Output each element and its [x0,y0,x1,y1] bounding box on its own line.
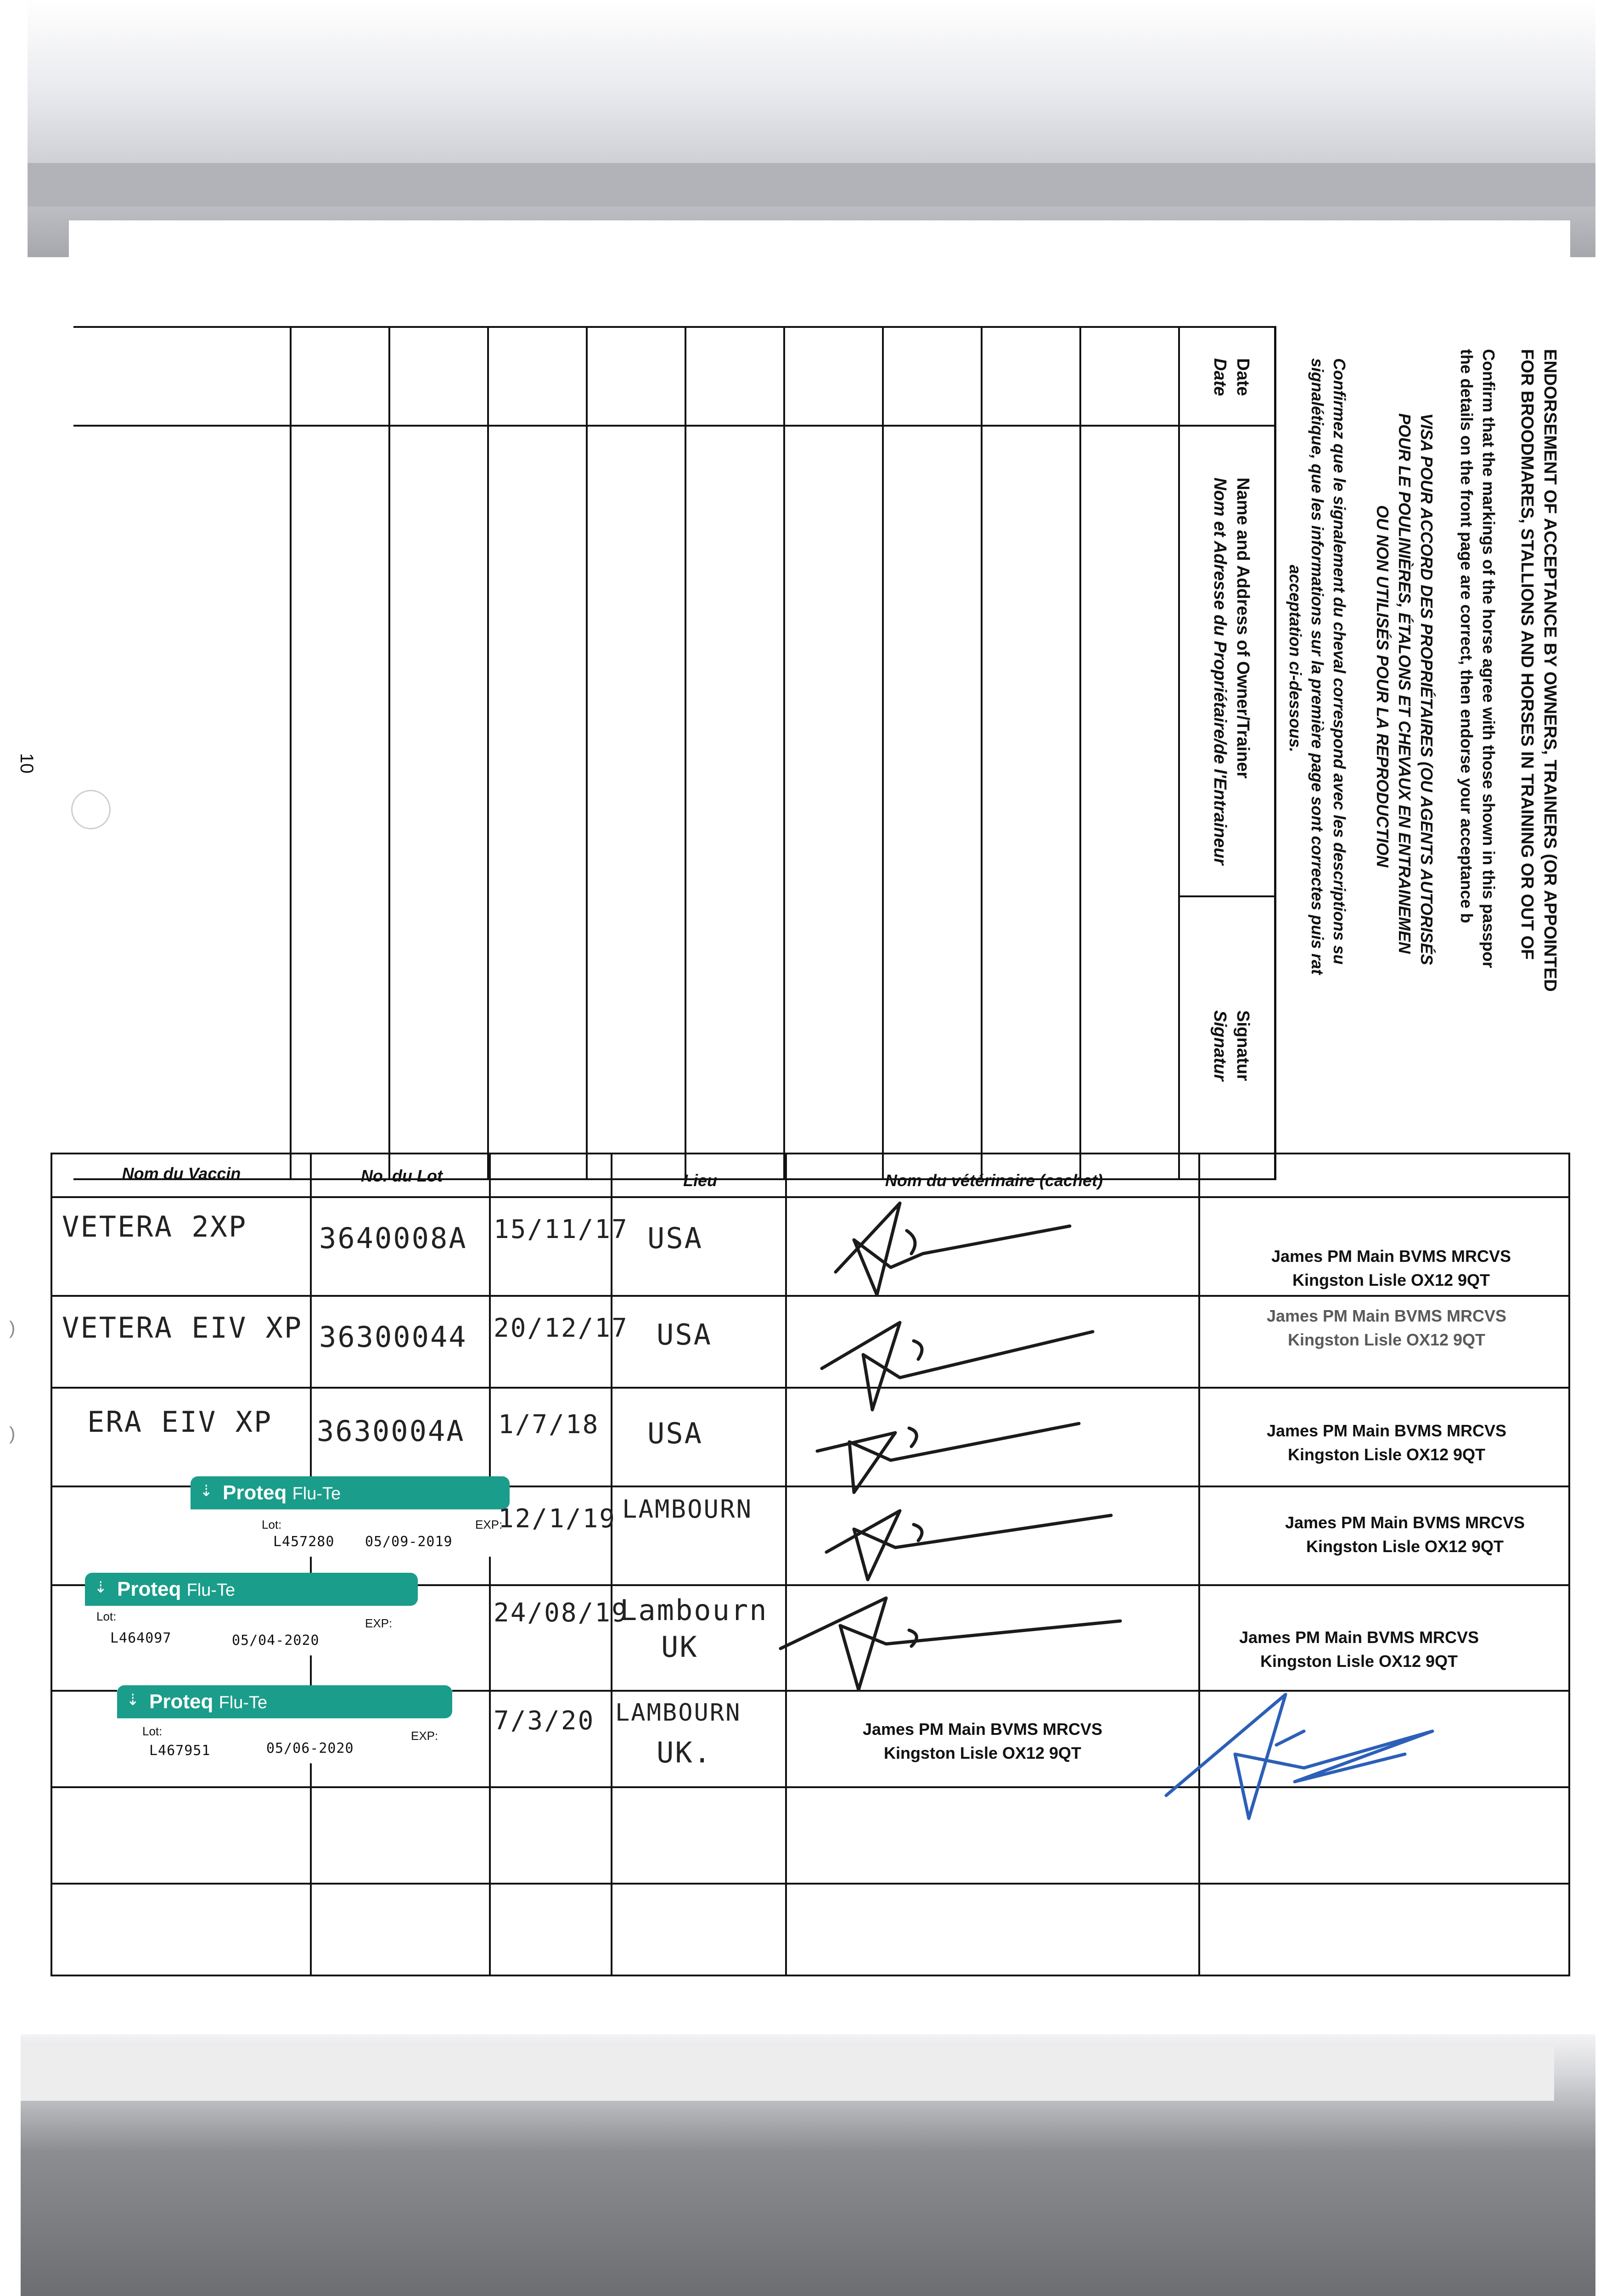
confirmez-text-3: acceptation ci-dessous. [1286,565,1305,753]
row5-place-country: UK [661,1630,698,1664]
signature-row2 [822,1322,1093,1410]
sticker-brand-bar: Proteq Flu-Te [117,1685,452,1718]
col-name-en: Name and Address of Owner/Trainer [1233,478,1252,779]
col-sig-en: Signatur [1233,1010,1252,1081]
row3-vet-stamp: James PM Main BVMS MRCVS Kingston Lisle OX12 9QT [1266,1421,1507,1464]
signature-row3 [817,1424,1079,1492]
edge-mark: ) [9,1424,16,1444]
header-place: Lieu [683,1171,717,1190]
row2-vet-stamp: James PM Main BVMS MRCVS Kingston Lisle OX12 9QT [1266,1306,1507,1349]
visa-text-2: POUR LE POULINIÈRES, ÉTALONS ET CHEVAUX EN ENTRAINEMEN [1395,413,1414,954]
col-date-en: Date [1233,358,1252,396]
sticker-brand-bar: Proteq Flu-Te [191,1476,510,1509]
row2-date: 20/12/17 [494,1313,629,1343]
row2-vaccine: VETERA EIV XP [62,1311,303,1345]
row1-lot: 3640008A [319,1221,467,1255]
row4-vaccine-sticker: Proteq Flu-Te ⇣ Lot: EXP: L457280 05/09-2019 [191,1476,510,1557]
row1-place: USA [647,1221,703,1255]
confirm-text-2: the details on the front page are correct, then endorse your acceptance b [1457,349,1476,923]
row1-vet-stamp: James PM Main BVMS MRCVS Kingston Lisle OX12 9QT [1271,1247,1511,1289]
row4-vet-stamp: James PM Main BVMS MRCVS Kingston Lisle OX12 9QT [1285,1513,1525,1556]
confirmez-text-1: Confirmez que le signalement du cheval correspond avec les descriptions su [1330,358,1349,965]
row6-vet-stamp: James PM Main BVMS MRCVS Kingston Lisle OX12 9QT [862,1720,1103,1762]
col-date-fr: Date [1210,358,1230,396]
sticker-brand-bar: Proteq Flu-Te [85,1573,418,1606]
signature-row1 [836,1203,1070,1295]
row3-lot: 3630004A [317,1414,465,1448]
row1-date: 15/11/17 [494,1215,629,1244]
header-lot: No. du Lot [361,1166,443,1185]
col-sig-fr: Signatur [1210,1010,1230,1081]
endorsement-title-2: FOR BROODMARES, STALLIONS AND HORSES IN TRAINING OR OUT OF [1517,349,1537,960]
row4-date: 12/1/19 [498,1504,617,1534]
row3-place: USA [647,1417,703,1450]
download-arrow-icon: ⇣ [200,1482,213,1500]
row6-place: LAMBOURN [615,1699,741,1727]
header-vaccine: Nom du Vaccin [122,1164,241,1183]
row4-place: LAMBOURN [622,1495,753,1524]
row2-place: USA [657,1318,712,1351]
row5-place: Lambourn [620,1593,768,1627]
visa-text-3: OU NON UTILISÉS POUR LA REPRODUCTION [1373,505,1392,867]
edge-mark: ) [9,1318,16,1338]
col-name-fr: Nom et Adresse du Propriétaire/de l'Entraineur [1210,478,1230,865]
row5-vet-stamp: James PM Main BVMS MRCVS Kingston Lisle OX12 9QT [1239,1628,1479,1671]
signature-row5 [781,1598,1120,1690]
row5-vaccine-sticker: Proteq Flu-Te ⇣ Lot: EXP: L464097 05/04-2020 [85,1573,418,1655]
row3-date: 1/7/18 [498,1410,600,1440]
download-arrow-icon: ⇣ [126,1691,140,1709]
signature-row6-blue [1166,1694,1432,1818]
page-number: 10 [17,753,37,774]
row6-place-country: UK. [657,1736,712,1769]
row3-vaccine: ERA EIV XP [87,1405,273,1439]
download-arrow-icon: ⇣ [94,1579,107,1596]
row2-lot: 36300044 [319,1320,467,1354]
confirm-text-1: Confirm that the markings of the horse agree with those shown in this passpor [1479,349,1498,968]
endorsement-title-1: ENDORSEMENT OF ACCEPTANCE BY OWNERS, TRAINERS (OR APPOINTED [1540,349,1560,992]
confirmez-text-2: signalétique, que les informations sur la première page sont correctes puis rat [1308,358,1327,975]
header-vet: Nom du vétérinaire (cachet) [885,1171,1103,1190]
row6-vaccine-sticker: Proteq Flu-Te ⇣ Lot: EXP: L467951 05/06-2020 [117,1685,452,1763]
visa-text-1: VISA POUR ACCORD DES PROPRIÉTAIRES (OU AGENTS AUTORISÉS [1417,413,1436,965]
row6-date: 7/3/20 [494,1706,595,1736]
signature-row4 [826,1511,1111,1580]
row5-date: 24/08/19 [494,1598,629,1628]
row1-vaccine: VETERA 2XP [62,1210,247,1244]
